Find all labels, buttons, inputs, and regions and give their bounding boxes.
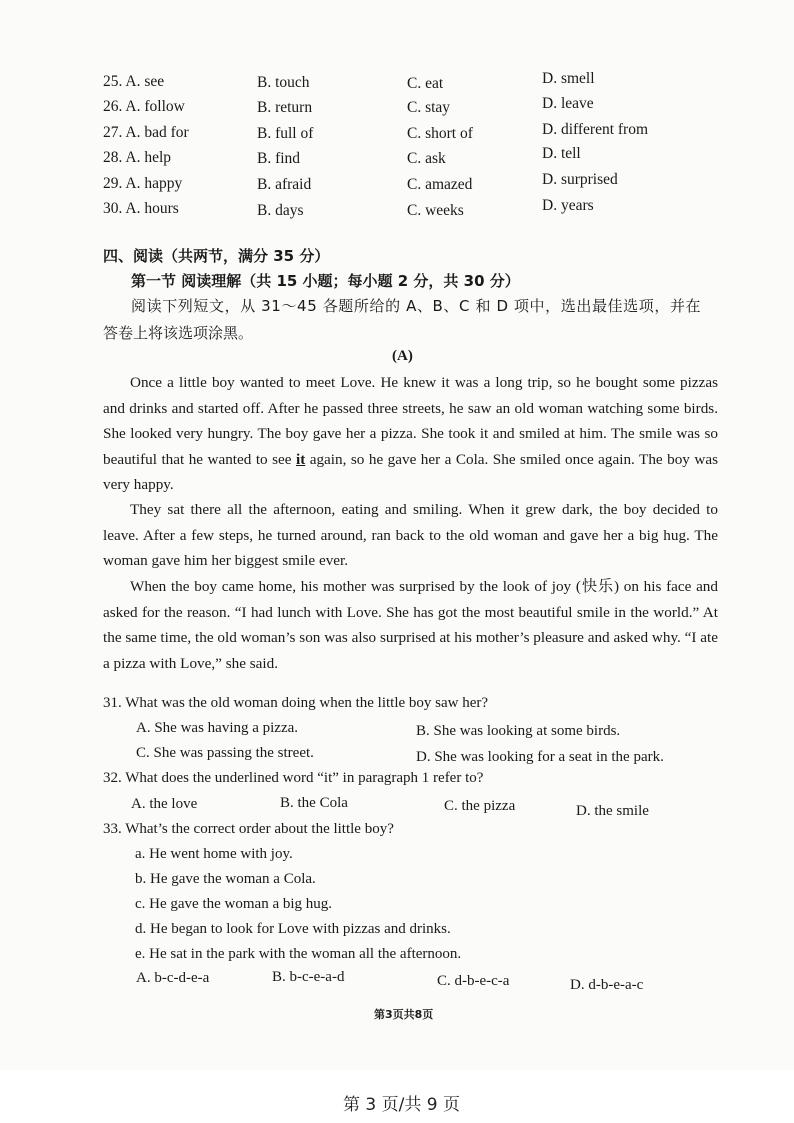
cloze-question-number: 28. — [103, 149, 123, 166]
cloze-q27-option-c: C. short of — [407, 125, 473, 142]
cloze-q30-option-c: C. weeks — [407, 202, 464, 219]
cloze-q28-option-a: 28. A. help — [103, 149, 172, 166]
cloze-q28-option-b: B. find — [257, 150, 301, 167]
cloze-q25-option-b: B. touch — [257, 74, 310, 91]
question-33-event-e: e. He sat in the park with the woman all the afternoon. — [135, 946, 462, 962]
cloze-q27-option-a: 27. A. bad for — [103, 124, 189, 141]
question-32-stem: 32. What does the underlined word “it” in paragraph 1 refer to? — [103, 770, 484, 786]
cloze-q30-option-b: B. days — [257, 202, 304, 219]
instruction-line-2: 答卷上将该选项涂黑。 — [103, 324, 254, 342]
question-31-option-a: A. She was having a pizza. — [136, 720, 299, 736]
question-33-event-b: b. He gave the woman a Cola. — [135, 871, 316, 887]
cloze-q30-option-a: 30. A. hours — [103, 200, 179, 217]
cloze-question-number: 27. — [103, 124, 123, 141]
cloze-question-number: 26. — [103, 98, 123, 115]
page-footer: 第 3 页/共 9 页 — [343, 1095, 460, 1115]
passage-paragraph-2: They sat there all the afternoon, eating and smiling. When it grew dark, the boy decided to leave. After a few steps, he turned around, ran back to the old woman and gave her a big hug. The woman gave him her biggest smile ever. — [103, 501, 718, 569]
cloze-q26-option-a: 26. A. follow — [103, 98, 185, 115]
cloze-q28-option-c: C. ask — [407, 150, 446, 167]
passage-paragraph-1: Once a little boy wanted to meet Love. He knew it was a long trip, so he bought some pizzas and drinks and started off. After he passed three streets, he saw an old woman watching some birds. She looked very hungry. The boy gave her a pizza. She took it and smiled at him. The smile was so beautiful that he wanted to see it again, so he gave her a Cola. She smiled once again. The boy was very happy. — [103, 374, 718, 493]
passage-paragraph-3: When the boy came home, his mother was surprised by the look of joy (快乐) on his face and asked for the reason. “I had lunch with Love. She has got the most beautiful smile in the world.” At the same time, the old woman’s son was also surprised at his mother’s pleasure and asked why. “I ate a pizza with Love,” she said. — [103, 578, 718, 672]
cloze-question-number: 29. — [103, 175, 123, 192]
cloze-q26-option-d: D. leave — [542, 95, 594, 112]
cloze-q26-option-b: B. return — [257, 99, 313, 116]
cloze-q25-option-d: D. smell — [542, 70, 595, 87]
question-31-option-c: C. She was passing the street. — [136, 745, 314, 761]
question-32-option-b: B. the Cola — [280, 795, 348, 811]
inner-page-number: 第3页共8页 — [374, 1008, 434, 1021]
question-33-option-a: A. b-c-d-e-a — [136, 970, 210, 986]
question-31-stem: 31. What was the old woman doing when the little boy saw her? — [103, 695, 489, 711]
cloze-q27-option-b: B. full of — [257, 125, 314, 142]
cloze-q28-option-d: D. tell — [542, 145, 581, 162]
question-32-option-d: D. the smile — [576, 803, 649, 819]
question-33-option-d: D. d-b-e-a-c — [570, 977, 644, 993]
section-heading: 四、阅读（共两节，满分 35 分） — [103, 247, 330, 265]
cloze-q29-option-c: C. amazed — [407, 176, 473, 193]
cloze-q29-option-b: B. afraid — [257, 176, 312, 193]
cloze-question-number: 30. — [103, 200, 123, 217]
cloze-q26-option-c: C. stay — [407, 99, 451, 116]
cloze-q29-option-d: D. surprised — [542, 171, 618, 188]
subsection-heading: 第一节 阅读理解（共 15 小题；每小题 2 分，共 30 分） — [131, 272, 520, 290]
question-32-option-a: A. the love — [131, 796, 198, 812]
passage-label: (A) — [392, 348, 413, 364]
cloze-question-number: 25. — [103, 73, 123, 90]
question-33-option-c: C. d-b-e-c-a — [437, 973, 510, 989]
underlined-word: it — [295, 450, 306, 468]
question-31-option-d: D. She was looking for a seat in the park. — [416, 749, 664, 765]
question-33-option-b: B. b-c-e-a-d — [272, 969, 345, 985]
question-31-option-b: B. She was looking at some birds. — [416, 723, 621, 739]
question-33-event-a: a. He went home with joy. — [135, 846, 293, 862]
instruction-line-1: 阅读下列短文，从 31～45 各题所给的 A、B、C 和 D 项中，选出最佳选项，并在 — [131, 297, 702, 315]
question-33-event-c: c. He gave the woman a big hug. — [135, 896, 333, 912]
cloze-q27-option-d: D. different from — [542, 121, 649, 138]
cloze-q25-option-a: 25. A. see — [103, 73, 165, 90]
cloze-q30-option-d: D. years — [542, 197, 594, 214]
cloze-q25-option-c: C. eat — [407, 75, 444, 92]
question-33-event-d: d. He began to look for Love with pizzas and drinks. — [135, 921, 451, 937]
question-32-option-c: C. the pizza — [444, 798, 516, 814]
cloze-q29-option-a: 29. A. happy — [103, 175, 183, 192]
question-33-stem: 33. What’s the correct order about the little boy? — [103, 821, 394, 837]
